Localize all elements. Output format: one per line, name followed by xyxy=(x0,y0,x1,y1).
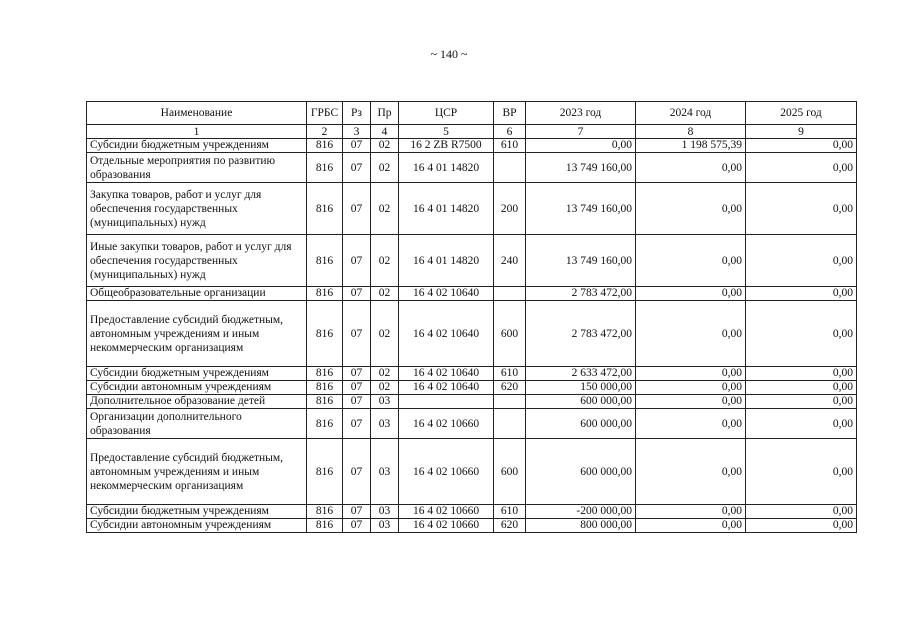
cell-sum-2024: 1 198 575,39 xyxy=(636,139,746,153)
cell-csr: 16 4 02 10640 xyxy=(399,287,494,301)
cell-sum-2024: 0,00 xyxy=(636,367,746,381)
cell-grbs: 816 xyxy=(307,367,343,381)
cell-name: Субсидии бюджетным учреждениям xyxy=(87,505,307,519)
cell-rz: 07 xyxy=(343,519,371,533)
header-cell: ГРБС xyxy=(307,102,343,125)
cell-rz: 07 xyxy=(343,153,371,183)
cell-rz: 07 xyxy=(343,505,371,519)
header-cell: Рз xyxy=(343,102,371,125)
cell-csr: 16 4 02 10640 xyxy=(399,367,494,381)
column-number-cell: 1 xyxy=(87,125,307,139)
cell-sum-2025: 0,00 xyxy=(746,153,857,183)
cell-rz: 07 xyxy=(343,183,371,235)
cell-rz: 07 xyxy=(343,235,371,287)
cell-csr: 16 4 02 10660 xyxy=(399,519,494,533)
cell-name: Субсидии бюджетным учреждениям xyxy=(87,139,307,153)
cell-sum-2023: -200 000,00 xyxy=(526,505,636,519)
cell-rz: 07 xyxy=(343,287,371,301)
cell-sum-2025: 0,00 xyxy=(746,409,857,439)
cell-pr: 02 xyxy=(371,153,399,183)
cell-sum-2024: 0,00 xyxy=(636,183,746,235)
cell-vr xyxy=(494,153,526,183)
cell-sum-2025: 0,00 xyxy=(746,505,857,519)
cell-sum-2024: 0,00 xyxy=(636,409,746,439)
column-number-cell: 9 xyxy=(746,125,857,139)
cell-sum-2023: 2 783 472,00 xyxy=(526,301,636,367)
cell-vr xyxy=(494,395,526,409)
cell-csr: 16 4 02 10640 xyxy=(399,301,494,367)
cell-pr: 02 xyxy=(371,301,399,367)
cell-name: Организации дополнительного образования xyxy=(87,409,307,439)
cell-sum-2023: 2 783 472,00 xyxy=(526,287,636,301)
page-number: ~ 140 ~ xyxy=(430,47,468,61)
cell-sum-2024: 0,00 xyxy=(636,519,746,533)
column-number-cell: 7 xyxy=(526,125,636,139)
cell-pr: 02 xyxy=(371,139,399,153)
cell-sum-2023: 0,00 xyxy=(526,139,636,153)
table-row xyxy=(87,519,857,533)
cell-sum-2024: 0,00 xyxy=(636,395,746,409)
cell-vr: 620 xyxy=(494,381,526,395)
cell-pr: 03 xyxy=(371,519,399,533)
cell-sum-2025: 0,00 xyxy=(746,439,857,505)
cell-name: Отдельные мероприятия по развитию образования xyxy=(87,153,307,183)
cell-rz: 07 xyxy=(343,381,371,395)
cell-grbs: 816 xyxy=(307,153,343,183)
cell-sum-2025: 0,00 xyxy=(746,519,857,533)
cell-grbs: 816 xyxy=(307,287,343,301)
cell-pr: 02 xyxy=(371,381,399,395)
column-number-cell: 3 xyxy=(343,125,371,139)
cell-sum-2025: 0,00 xyxy=(746,183,857,235)
table-row xyxy=(87,409,857,439)
cell-sum-2025: 0,00 xyxy=(746,367,857,381)
cell-sum-2025: 0,00 xyxy=(746,139,857,153)
column-number-row xyxy=(87,125,857,139)
header-cell: Наименование xyxy=(87,102,307,125)
cell-name: Иные закупки товаров, работ и услуг для обеспечения государственных (муниципальных) нужд xyxy=(87,235,307,287)
cell-grbs: 816 xyxy=(307,235,343,287)
cell-vr: 610 xyxy=(494,367,526,381)
cell-grbs: 816 xyxy=(307,301,343,367)
cell-name: Дополнительное образование детей xyxy=(87,395,307,409)
header-cell: ВР xyxy=(494,102,526,125)
cell-grbs: 816 xyxy=(307,519,343,533)
cell-sum-2023: 600 000,00 xyxy=(526,409,636,439)
cell-pr: 02 xyxy=(371,183,399,235)
cell-vr: 610 xyxy=(494,505,526,519)
cell-grbs: 816 xyxy=(307,505,343,519)
column-number-cell: 8 xyxy=(636,125,746,139)
cell-sum-2023: 2 633 472,00 xyxy=(526,367,636,381)
cell-rz: 07 xyxy=(343,301,371,367)
table-row xyxy=(87,395,857,409)
cell-csr: 16 4 01 14820 xyxy=(399,235,494,287)
cell-csr xyxy=(399,395,494,409)
cell-sum-2023: 600 000,00 xyxy=(526,439,636,505)
table-row xyxy=(87,367,857,381)
cell-rz: 07 xyxy=(343,139,371,153)
table-row xyxy=(87,505,857,519)
cell-rz: 07 xyxy=(343,409,371,439)
cell-pr: 02 xyxy=(371,235,399,287)
header-cell: ЦСР xyxy=(399,102,494,125)
cell-vr: 600 xyxy=(494,439,526,505)
table-row xyxy=(87,381,857,395)
cell-sum-2023: 13 749 160,00 xyxy=(526,153,636,183)
cell-grbs: 816 xyxy=(307,409,343,439)
cell-vr: 240 xyxy=(494,235,526,287)
budget-table xyxy=(86,101,857,533)
cell-sum-2025: 0,00 xyxy=(746,287,857,301)
cell-vr xyxy=(494,287,526,301)
cell-sum-2025: 0,00 xyxy=(746,235,857,287)
cell-vr: 600 xyxy=(494,301,526,367)
cell-name: Предоставление субсидий бюджетным, автономным учреждениям и иным некоммерческим организациям xyxy=(87,439,307,505)
cell-sum-2024: 0,00 xyxy=(636,235,746,287)
cell-sum-2023: 13 749 160,00 xyxy=(526,235,636,287)
cell-grbs: 816 xyxy=(307,395,343,409)
cell-sum-2024: 0,00 xyxy=(636,381,746,395)
table-row xyxy=(87,235,857,287)
cell-csr: 16 4 02 10660 xyxy=(399,409,494,439)
cell-csr: 16 2 ZB R7500 xyxy=(399,139,494,153)
header-row xyxy=(87,102,857,125)
table-row xyxy=(87,301,857,367)
cell-sum-2025: 0,00 xyxy=(746,301,857,367)
table-row xyxy=(87,139,857,153)
cell-rz: 07 xyxy=(343,395,371,409)
cell-name: Субсидии бюджетным учреждениям xyxy=(87,367,307,381)
cell-vr xyxy=(494,409,526,439)
cell-csr: 16 4 02 10640 xyxy=(399,381,494,395)
header-cell: 2025 год xyxy=(746,102,857,125)
cell-sum-2024: 0,00 xyxy=(636,505,746,519)
cell-pr: 02 xyxy=(371,367,399,381)
cell-csr: 16 4 02 10660 xyxy=(399,439,494,505)
cell-vr: 200 xyxy=(494,183,526,235)
cell-name: Субсидии автономным учреждениям xyxy=(87,381,307,395)
cell-sum-2023: 600 000,00 xyxy=(526,395,636,409)
table-body xyxy=(87,139,857,533)
cell-sum-2024: 0,00 xyxy=(636,439,746,505)
cell-grbs: 816 xyxy=(307,381,343,395)
cell-grbs: 816 xyxy=(307,139,343,153)
cell-name: Субсидии автономным учреждениям xyxy=(87,519,307,533)
cell-name: Закупка товаров, работ и услуг для обеспечения государственных (муниципальных) нужд xyxy=(87,183,307,235)
cell-sum-2024: 0,00 xyxy=(636,153,746,183)
cell-csr: 16 4 01 14820 xyxy=(399,153,494,183)
cell-sum-2023: 800 000,00 xyxy=(526,519,636,533)
column-number-cell: 5 xyxy=(399,125,494,139)
cell-sum-2023: 150 000,00 xyxy=(526,381,636,395)
cell-pr: 02 xyxy=(371,287,399,301)
cell-sum-2025: 0,00 xyxy=(746,381,857,395)
cell-csr: 16 4 01 14820 xyxy=(399,183,494,235)
header-cell: Пр xyxy=(371,102,399,125)
cell-csr: 16 4 02 10660 xyxy=(399,505,494,519)
cell-sum-2024: 0,00 xyxy=(636,287,746,301)
cell-sum-2023: 13 749 160,00 xyxy=(526,183,636,235)
cell-pr: 03 xyxy=(371,505,399,519)
cell-pr: 03 xyxy=(371,439,399,505)
header-cell: 2024 год xyxy=(636,102,746,125)
cell-pr: 03 xyxy=(371,409,399,439)
cell-rz: 07 xyxy=(343,367,371,381)
cell-grbs: 816 xyxy=(307,183,343,235)
table-row xyxy=(87,287,857,301)
cell-rz: 07 xyxy=(343,439,371,505)
cell-grbs: 816 xyxy=(307,439,343,505)
cell-name: Предоставление субсидий бюджетным, автономным учреждениям и иным некоммерческим организациям xyxy=(87,301,307,367)
header-cell: 2023 год xyxy=(526,102,636,125)
table-row xyxy=(87,153,857,183)
cell-pr: 03 xyxy=(371,395,399,409)
column-number-cell: 6 xyxy=(494,125,526,139)
cell-sum-2025: 0,00 xyxy=(746,395,857,409)
table-row xyxy=(87,183,857,235)
column-number-cell: 2 xyxy=(307,125,343,139)
cell-sum-2024: 0,00 xyxy=(636,301,746,367)
cell-name: Общеобразовательные организации xyxy=(87,287,307,301)
table-row xyxy=(87,439,857,505)
column-number-cell: 4 xyxy=(371,125,399,139)
cell-vr: 620 xyxy=(494,519,526,533)
cell-vr: 610 xyxy=(494,139,526,153)
